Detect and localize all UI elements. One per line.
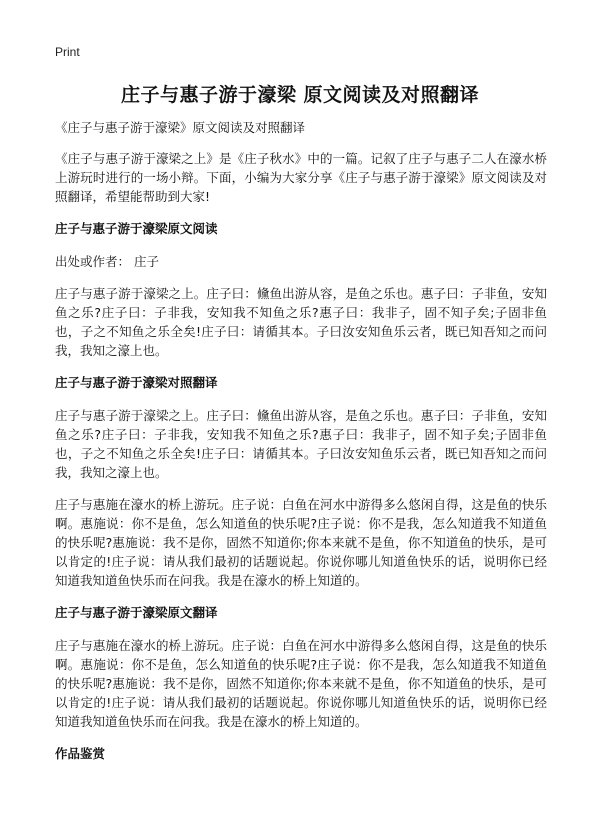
original-heading: 庄子与惠子游于濠梁原文阅读 <box>55 221 218 236</box>
subtitle: 《庄子与惠子游于濠梁》原文阅读及对照翻译 <box>55 120 306 135</box>
compare-translation-text: 庄子与惠施在濠水的桥上游玩。庄子说：白鱼在河水中游得多么悠闲自得，这是鱼的快乐啊。惠施说：你不是鱼，怎么知道鱼的快乐呢?庄子说：你不是我，怎么知道我不知道鱼的快乐呢?惠施说：我不是你，固然不知道你;你本来就不是鱼，你不知道鱼的快乐，是可以肯定的!庄子说：请从我们最初的话题说起。你说你哪儿知道鱼快乐的话，说明你已经知道我知道鱼快乐而在问我。我是在濠水的桥上知道的。 <box>55 497 547 588</box>
translation-text: 庄子与惠施在濠水的桥上游玩。庄子说：白鱼在河水中游得多么悠闲自得，这是鱼的快乐啊。惠施说：你不是鱼，怎么知道鱼的快乐呢?庄子说：你不是我，怎么知道我不知道鱼的快乐呢?惠施说：我不是你，固然不知道你;你本来就不是鱼，你不知道鱼的快乐，是可以肯定的!庄子说：请从我们最初的话题说起。你说你哪儿知道鱼快乐的话，说明你已经知道我知道鱼快乐而在问我。我是在濠水的桥上知道的。 <box>55 638 547 729</box>
document-content <box>55 118 547 777</box>
intro-paragraph: 《庄子与惠子游于濠梁之上》是《庄子秋水》中的一篇。记叙了庄子与惠子二人在濠水桥上游玩时进行的一场小辩。下面，小编为大家分享《庄子与惠子游于濠梁》原文阅读及对照翻译，希望能帮助到大家! <box>55 151 547 204</box>
page-title: 庄子与惠子游于濠梁 原文阅读及对照翻译 <box>120 84 480 106</box>
print-label[interactable]: Print <box>55 45 80 59</box>
translation-heading: 庄子与惠子游于濠梁原文翻译 <box>55 605 218 620</box>
compare-original-text: 庄子与惠子游于濠梁之上。庄子曰：儵鱼出游从容，是鱼之乐也。惠子曰：子非鱼，安知鱼之乐?庄子曰：子非我，安知我不知鱼之乐?惠子曰：我非子，固不知子矣;子固非鱼也，子之不知鱼之乐全矣!庄子曰：请循其本。子曰汝安知鱼乐云者，既已知吾知之而问我，我知之濠上也。 <box>55 408 547 480</box>
appreciation-heading: 作品鉴赏 <box>55 746 106 761</box>
source-line: 出处或作者： 庄子 <box>55 254 159 269</box>
compare-heading: 庄子与惠子游于濠梁对照翻译 <box>55 375 218 390</box>
original-text: 庄子与惠子游于濠梁之上。庄子曰：儵鱼出游从容，是鱼之乐也。惠子曰：子非鱼，安知鱼之乐?庄子曰：子非我，安知我不知鱼之乐?惠子曰：我非子，固不知子矣;子固非鱼也，子之不知鱼之乐全矣!庄子曰：请循其本。子曰汝安知鱼乐云者，既已知吾知之而问我，我知之濠上也。 <box>55 286 547 358</box>
